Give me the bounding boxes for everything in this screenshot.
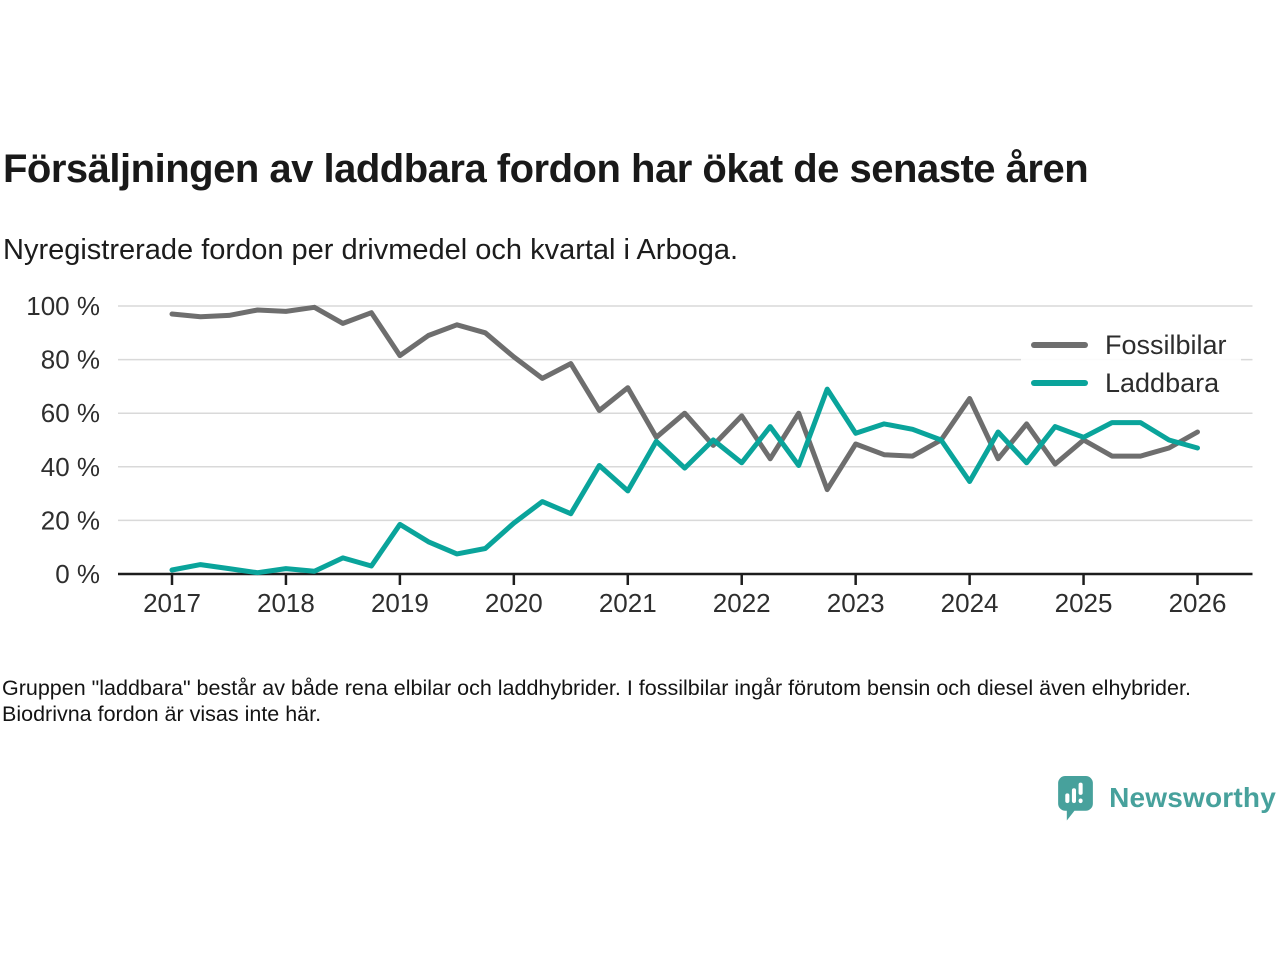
fossilbilar-line-swatch xyxy=(1031,342,1088,348)
x-axis-label: 2021 xyxy=(598,588,657,618)
y-axis-label: 100 % xyxy=(26,291,100,321)
page-title: Försäljningen av laddbara fordon har ökat de senaste åren xyxy=(3,147,1089,191)
x-axis-label: 2022 xyxy=(712,588,771,618)
legend-label-fossilbilar: Fossilbilar xyxy=(1105,329,1227,360)
x-axis-label: 2018 xyxy=(257,588,315,618)
x-axis-label: 2023 xyxy=(826,588,885,618)
x-axis-label: 2020 xyxy=(484,588,543,618)
y-axis-label: 0 % xyxy=(55,559,100,589)
laddbara-line-swatch xyxy=(1031,380,1088,386)
legend-item-laddbara xyxy=(1021,365,1233,401)
legend-label-laddbara: Laddbara xyxy=(1105,367,1220,398)
x-axis-label: 2026 xyxy=(1168,588,1227,618)
chart-footnote: Gruppen "laddbara" består av både rena elbilar och laddhybrider. I fossilbilar ingår förutom bensin och diesel även elhybrider. Biodrivna fordon är visas inte här. xyxy=(2,676,1191,726)
newsworthy-logo xyxy=(1057,774,1276,822)
x-axis-label: 2019 xyxy=(370,588,429,618)
y-axis-label: 60 % xyxy=(40,398,100,429)
newsworthy-logo-icon xyxy=(1057,775,1094,822)
x-axis-label: 2017 xyxy=(143,588,201,618)
x-axis-label: 2025 xyxy=(1054,588,1113,618)
y-axis-label: 80 % xyxy=(40,344,100,375)
legend-item-fossilbilar xyxy=(1021,327,1241,363)
x-axis-label: 2024 xyxy=(940,588,999,618)
newsworthy-logo-text: Newsworthy xyxy=(1109,782,1276,813)
y-axis-label: 40 % xyxy=(40,451,100,482)
chart-subtitle: Nyregistrerade fordon per drivmedel och kvartal i Arboga. xyxy=(3,234,739,266)
y-axis-label: 20 % xyxy=(40,505,100,536)
